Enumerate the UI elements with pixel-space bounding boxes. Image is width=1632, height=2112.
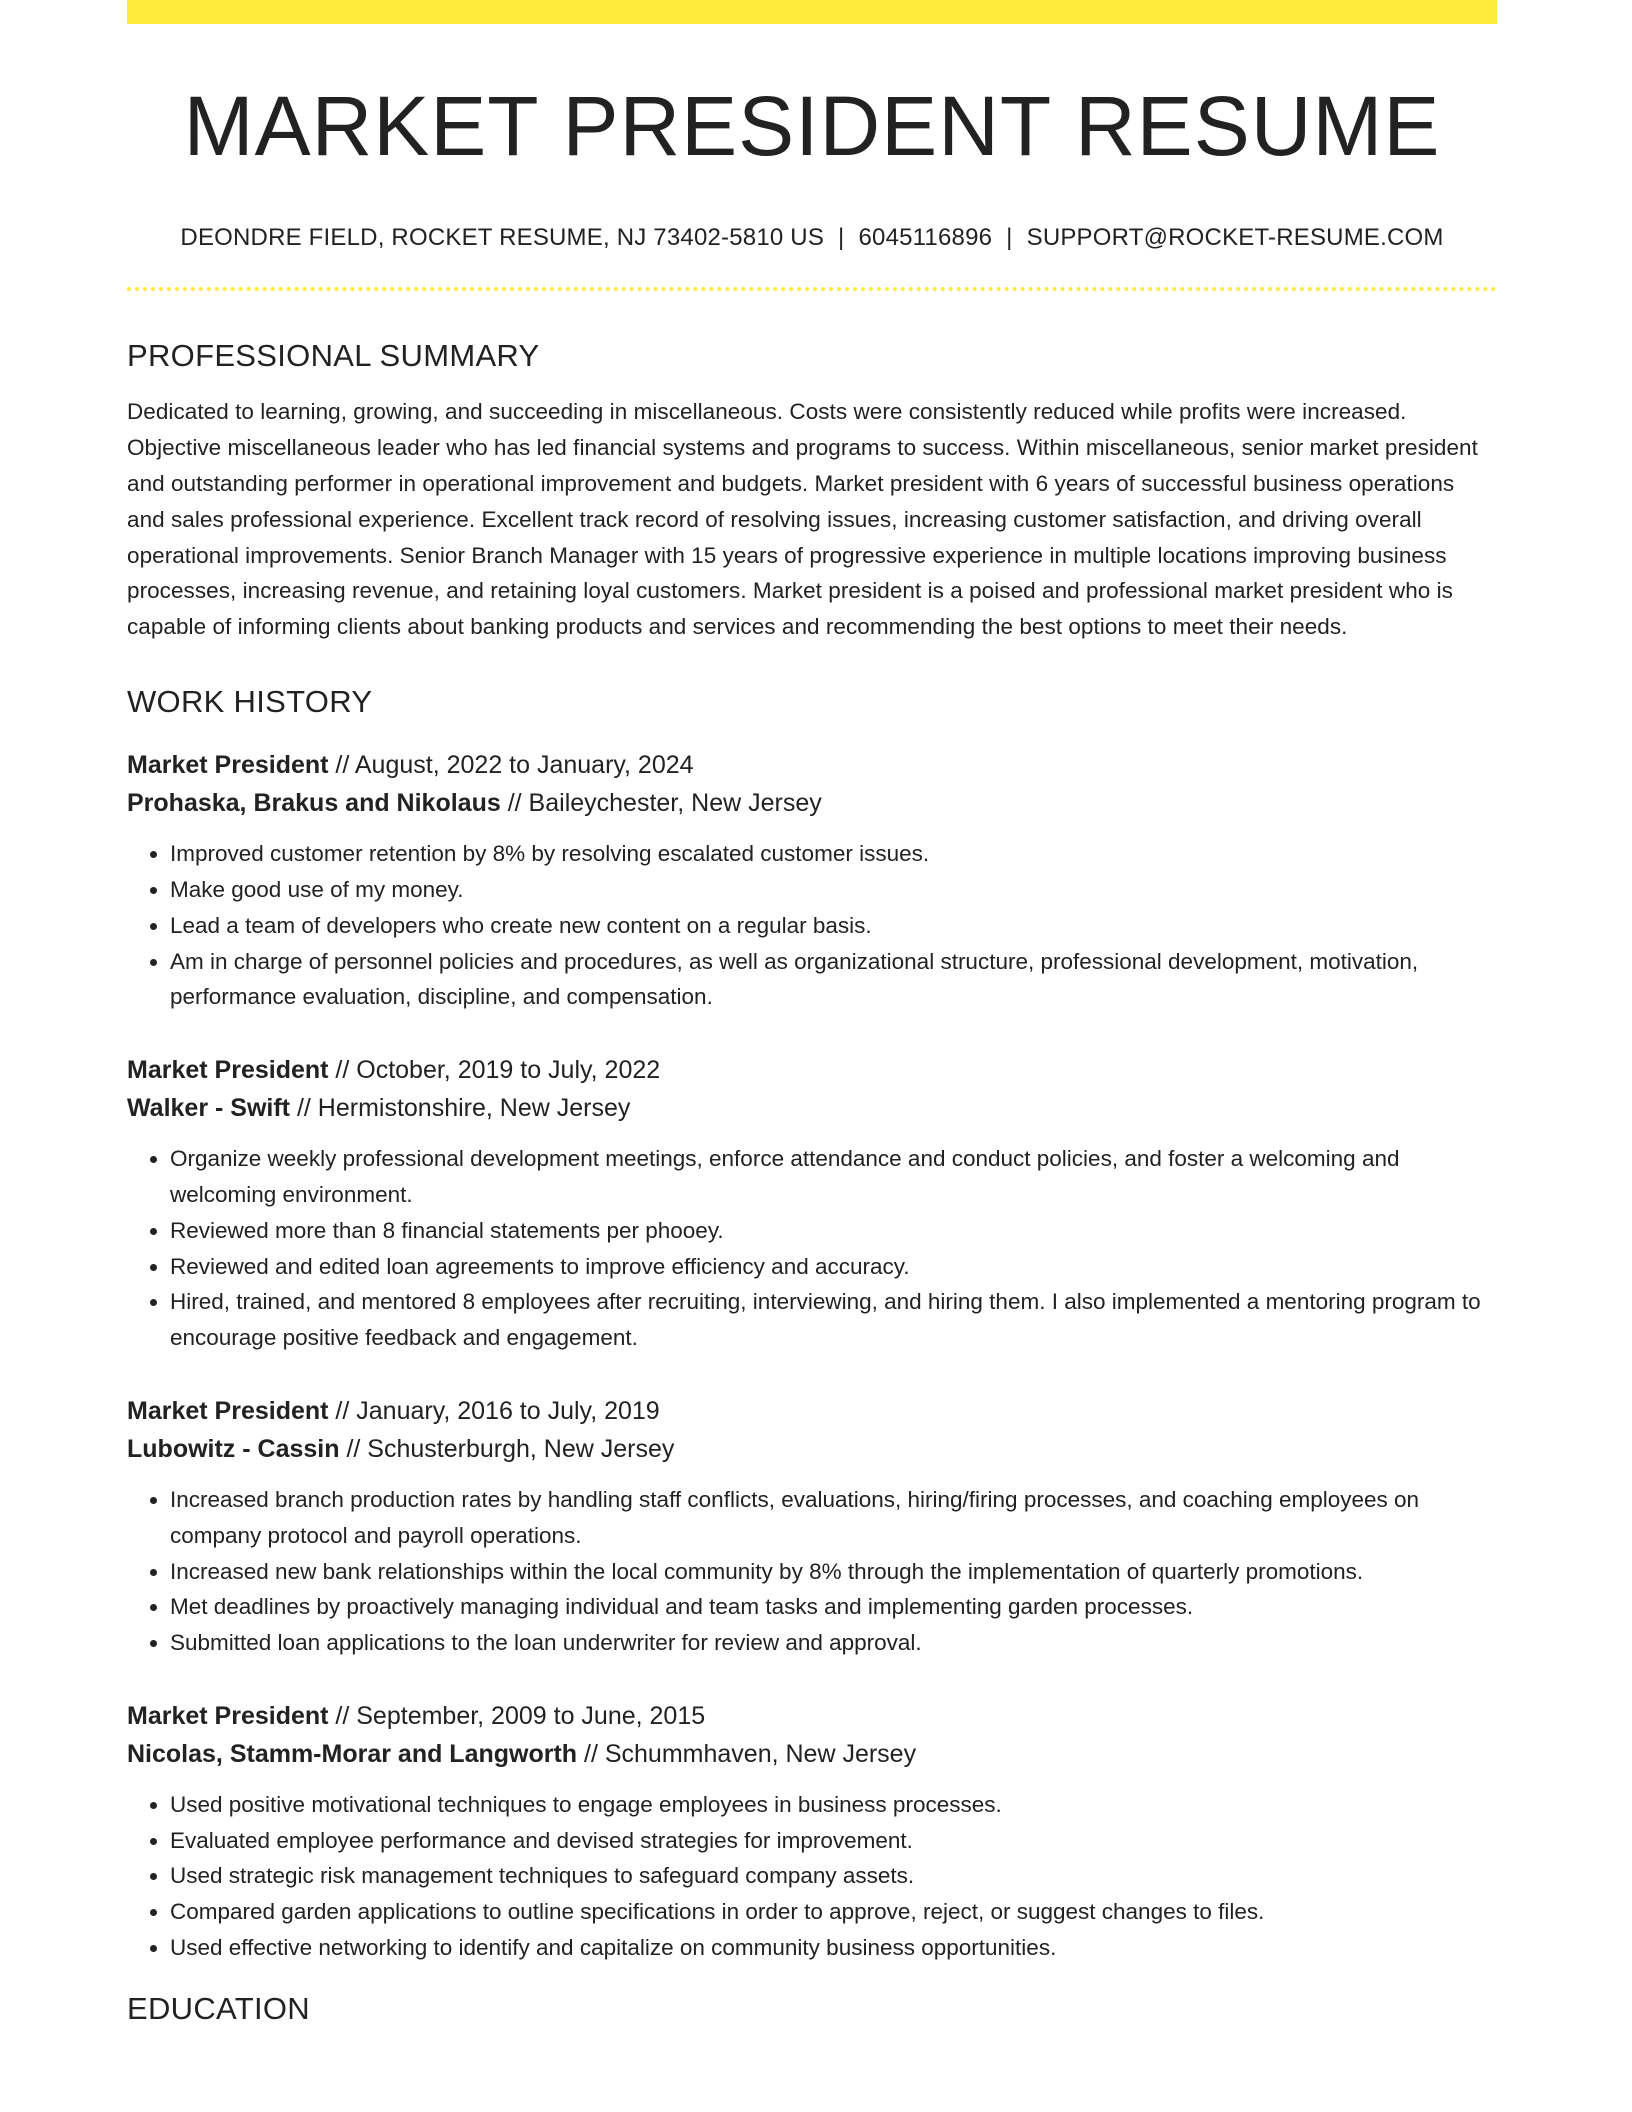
job-entry bbox=[127, 1392, 1497, 1661]
contact-line bbox=[127, 224, 1497, 253]
work-history-heading: WORK HISTORY bbox=[127, 683, 373, 719]
job-company-line bbox=[127, 1735, 1497, 1773]
job-company: Walker - Swift bbox=[127, 1094, 290, 1123]
job-title-line bbox=[127, 1392, 1497, 1430]
job-dates: // September, 2009 to June, 2015 bbox=[335, 1701, 706, 1730]
job-company: Nicolas, Stamm-Morar and Langworth bbox=[127, 1739, 578, 1768]
duty-item: • Reviewed and edited loan agreements to improve efficiency and accuracy. bbox=[170, 1249, 1497, 1285]
duty-list bbox=[127, 836, 1497, 1015]
duty-list bbox=[127, 1482, 1497, 1661]
job-title-line bbox=[127, 1051, 1497, 1089]
contact-separator: | bbox=[838, 224, 845, 252]
job-location: // Hermistonshire, New Jersey bbox=[296, 1094, 631, 1123]
contact-address: DEONDRE FIELD, ROCKET RESUME, NJ 73402-5810 US bbox=[180, 224, 825, 252]
contact-email: SUPPORT@ROCKET-RESUME.COM bbox=[1026, 224, 1444, 252]
job-title-line bbox=[127, 1697, 1497, 1735]
duty-item: • Reviewed more than 8 financial statements per phooey. bbox=[170, 1213, 1497, 1249]
dotted-divider bbox=[127, 287, 1497, 291]
job-company: Prohaska, Brakus and Nikolaus bbox=[127, 789, 501, 818]
job-company-line bbox=[127, 1430, 1497, 1468]
duty-list bbox=[127, 1141, 1497, 1356]
education-heading: EDUCATION bbox=[127, 1990, 310, 2026]
duty-item: • Make good use of my money. bbox=[170, 872, 1497, 908]
duty-item: • Submitted loan applications to the loan underwriter for review and approval. bbox=[170, 1625, 1497, 1661]
job-title: Market President bbox=[127, 1056, 329, 1085]
duty-item: • Used strategic risk management techniques to safeguard company assets. bbox=[170, 1858, 1497, 1894]
summary-heading: PROFESSIONAL SUMMARY bbox=[127, 338, 540, 374]
job-company-line bbox=[127, 1089, 1497, 1127]
duty-item: • Evaluated employee performance and devised strategies for improvement. bbox=[170, 1823, 1497, 1859]
job-title: Market President bbox=[127, 1701, 329, 1730]
accent-bar bbox=[127, 0, 1497, 24]
duty-item: • Used effective networking to identify and capitalize on community business opportunities. bbox=[170, 1930, 1497, 1966]
job-company: Lubowitz - Cassin bbox=[127, 1434, 340, 1463]
resume-page bbox=[127, 0, 1497, 2027]
duty-item: • Met deadlines by proactively managing individual and team tasks and implementing garden processes. bbox=[170, 1589, 1497, 1625]
job-entry bbox=[127, 1697, 1497, 1966]
duty-item: • Increased branch production rates by handling staff conflicts, evaluations, hiring/firing processes, and coaching employees on company protocol and payroll operations. bbox=[170, 1482, 1497, 1554]
duty-item: • Increased new bank relationships within the local community by 8% through the implementation of quarterly promotions. bbox=[170, 1554, 1497, 1590]
job-dates: // August, 2022 to January, 2024 bbox=[335, 751, 694, 780]
job-dates: // January, 2016 to July, 2019 bbox=[335, 1396, 660, 1425]
duty-item: • Hired, trained, and mentored 8 employees after recruiting, interviewing, and hiring them. I also implemented a mentoring program to encourage positive feedback and engagement. bbox=[170, 1284, 1497, 1356]
job-company-line bbox=[127, 784, 1497, 822]
duty-item: • Compared garden applications to outline specifications in order to approve, reject, or suggest changes to files. bbox=[170, 1894, 1497, 1930]
job-entry bbox=[127, 746, 1497, 1015]
duty-item: • Improved customer retention by 8% by resolving escalated customer issues. bbox=[170, 836, 1497, 872]
job-title: Market President bbox=[127, 751, 329, 780]
duty-item: • Lead a team of developers who create new content on a regular basis. bbox=[170, 908, 1497, 944]
duty-item: • Used positive motivational techniques to engage employees in business processes. bbox=[170, 1787, 1497, 1823]
job-title-line bbox=[127, 746, 1497, 784]
job-location: // Schusterburgh, New Jersey bbox=[346, 1434, 675, 1463]
duty-item: • Am in charge of personnel policies and procedures, as well as organizational structure, professional development, motivation, performance evaluation, discipline, and compensation. bbox=[170, 944, 1497, 1016]
contact-separator: | bbox=[1006, 224, 1013, 252]
contact-phone: 6045116896 bbox=[858, 224, 993, 252]
job-location: // Baileychester, New Jersey bbox=[507, 789, 822, 818]
duty-list bbox=[127, 1787, 1497, 1966]
job-dates: // October, 2019 to July, 2022 bbox=[335, 1056, 661, 1085]
resume-title: MARKET PRESIDENT RESUME bbox=[183, 79, 1441, 173]
duty-item: • Organize weekly professional development meetings, enforce attendance and conduct policies, and foster a welcoming and welcoming environment. bbox=[170, 1141, 1497, 1213]
job-title: Market President bbox=[127, 1396, 329, 1425]
summary-text: Dedicated to learning, growing, and succeeding in miscellaneous. Costs were consistently reduced while profits were increased. Objective miscellaneous leader who has led financial systems and programs to success. Within miscellaneous, senior market president and outstanding performer in operational improvement and budgets. Market president with 6 years of successful business operations and sales professional experience. Excellent track record of resolving issues, increasing customer satisfaction, and driving overall operational improvements. Senior Branch Manager with 15 years of progressive experience in multiple locations improving business processes, increasing revenue, and retaining loyal customers. Market president is a poised and professional market president who is capable of informing clients about banking products and services and recommending the best options to meet their needs. bbox=[127, 399, 1478, 640]
job-location: // Schummhaven, New Jersey bbox=[584, 1739, 917, 1768]
job-entry bbox=[127, 1051, 1497, 1356]
